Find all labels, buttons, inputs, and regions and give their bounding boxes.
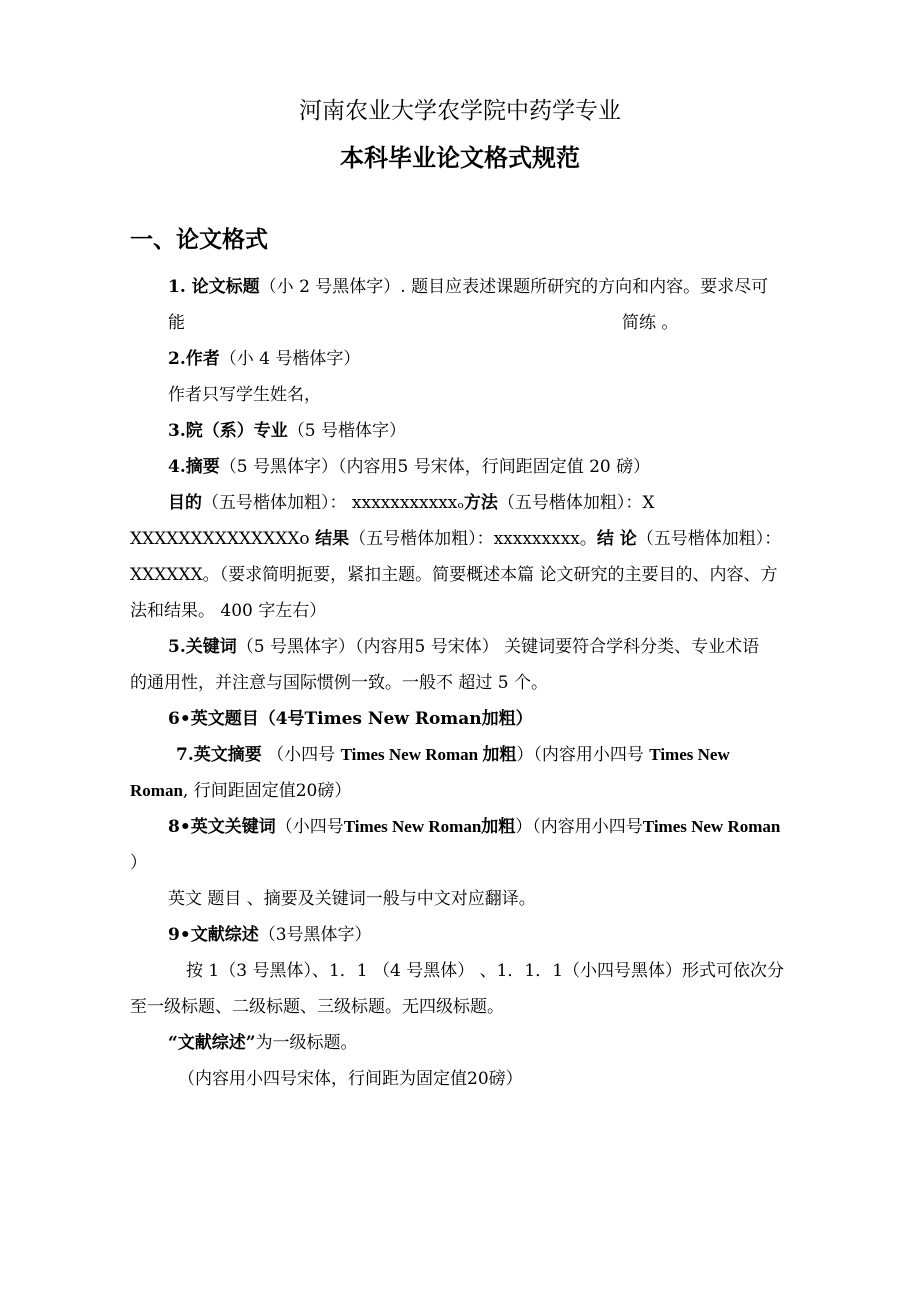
method-text: （五号楷体加粗）：X [497, 493, 655, 513]
title-line-2: 本科毕业论文格式规范 [340, 144, 580, 172]
item-3-label: 3.院（系）专业 [168, 421, 288, 441]
abstract-line-2 [130, 529, 781, 549]
section-heading: 一、论文格式 [130, 227, 268, 253]
title-line-1: 河南农业大学农学院中药学专业 [299, 98, 621, 124]
item-9-quote-line [168, 1033, 358, 1053]
item-1-continuation-a: 能 [168, 313, 185, 333]
item-9-body-1: 按 1（3 号黑体）、1．1 （4 号黑体） 、1．1．1（小四号黑体）形式可依次分 [186, 961, 785, 981]
item-9-quote: “文献综述” [168, 1033, 256, 1053]
item-9-quote-text: 为一级标题。 [255, 1033, 358, 1053]
item-5-text: （5 号黑体字）（内容用5 号宋体） 关键词要符合学科分类、专业术语 [236, 637, 760, 657]
item-8-line [168, 817, 780, 837]
item-2-line [168, 349, 360, 369]
item-7-label: 7.英文摘要 [176, 745, 262, 765]
item-3-text: （5 号楷体字） [287, 421, 406, 441]
item-2-body: 作者只写学生姓名， [168, 385, 321, 405]
item-7-cont-text: , 行间距固定值20磅） [182, 781, 352, 801]
abstract-line-2-b: （五号楷体加粗）：xxxxxxxxx。 [349, 529, 597, 549]
item-2-text: （小 4 号楷体字） [219, 349, 361, 369]
item-9-content: （内容用小四号宋体，行间距为固定值20磅） [178, 1069, 523, 1089]
abstract-line-4: 法和结果。 400 字左右） [130, 601, 327, 621]
item-7-cont-tnr: Roman [130, 781, 183, 800]
result-label: 结果 [315, 529, 350, 549]
item-1-line [168, 277, 768, 297]
item-1-text: （小 2 号黑体字）. 题目应表述课题所研究的方向和内容。要求尽可 [259, 277, 769, 297]
item-2-label: 2.作者 [168, 349, 220, 369]
item-1-continuation-b: 简练 。 [622, 313, 679, 333]
abstract-line-3: XXXXXX。（要求简明扼要，紧扣主题。简要概述本篇 论文研究的主要目的、内容、方 [130, 565, 778, 585]
item-4-label: 4.摘要 [168, 457, 220, 477]
item-9-label: 9•文献综述 [168, 925, 259, 945]
english-note: 英文 题目 、摘要及关键词一般与中文对应翻译。 [168, 889, 536, 909]
item-8-label: 8•英文关键词 [168, 817, 276, 837]
item-8-text-a: （小四号 [275, 817, 344, 837]
item-5-label: 5.关键词 [168, 637, 237, 657]
item-7-text-a: （小四号 [261, 745, 341, 765]
aim-text: （五号楷体加粗）： xxxxxxxxxxxₒ [202, 493, 464, 513]
item-8-continuation: ） [130, 853, 147, 873]
abstract-line-2-c: （五号楷体加粗）： [636, 529, 782, 549]
item-4-text: （5 号黑体字）（内容用5 号宋体，行间距固定值 20 磅） [219, 457, 651, 477]
item-9-text: （3号黑体字） [258, 925, 372, 945]
item-8-tnr-a: Times New Roman加粗 [343, 817, 516, 836]
item-6-line: 6•英文题目（4号Times New Roman加粗） [168, 709, 533, 729]
aim-label: 目的 [168, 493, 202, 513]
method-label: 方法 [463, 493, 498, 513]
item-9-line [168, 925, 372, 945]
item-8-text-b: ）（内容用小四号 [515, 817, 643, 837]
item-7-line [176, 745, 730, 765]
item-4-line [168, 457, 650, 477]
abstract-line-1 [168, 493, 655, 513]
item-5-line [168, 637, 759, 657]
item-8-tnr-b: Times New Roman [642, 817, 781, 836]
item-7-tnr-a: Times New Roman 加粗 [340, 745, 517, 764]
abstract-line-2-a: XXXXXXXXXXXXXXo [130, 529, 316, 549]
conclusion-label: 结 论 [596, 529, 637, 549]
item-7-text-b: ）（内容用小四号 [516, 745, 650, 765]
item-1-label: 1. 论文标题 [168, 277, 260, 297]
item-9-body-2: 至一级标题、二级标题、三级标题。无四级标题。 [130, 997, 504, 1017]
item-5-continuation: 的通用性，并注意与国际惯例一致。一般不 超过 5 个。 [130, 673, 549, 693]
item-7-continuation [130, 781, 351, 801]
item-3-line [168, 421, 406, 441]
item-7-tnr-b: Times New [649, 745, 730, 764]
